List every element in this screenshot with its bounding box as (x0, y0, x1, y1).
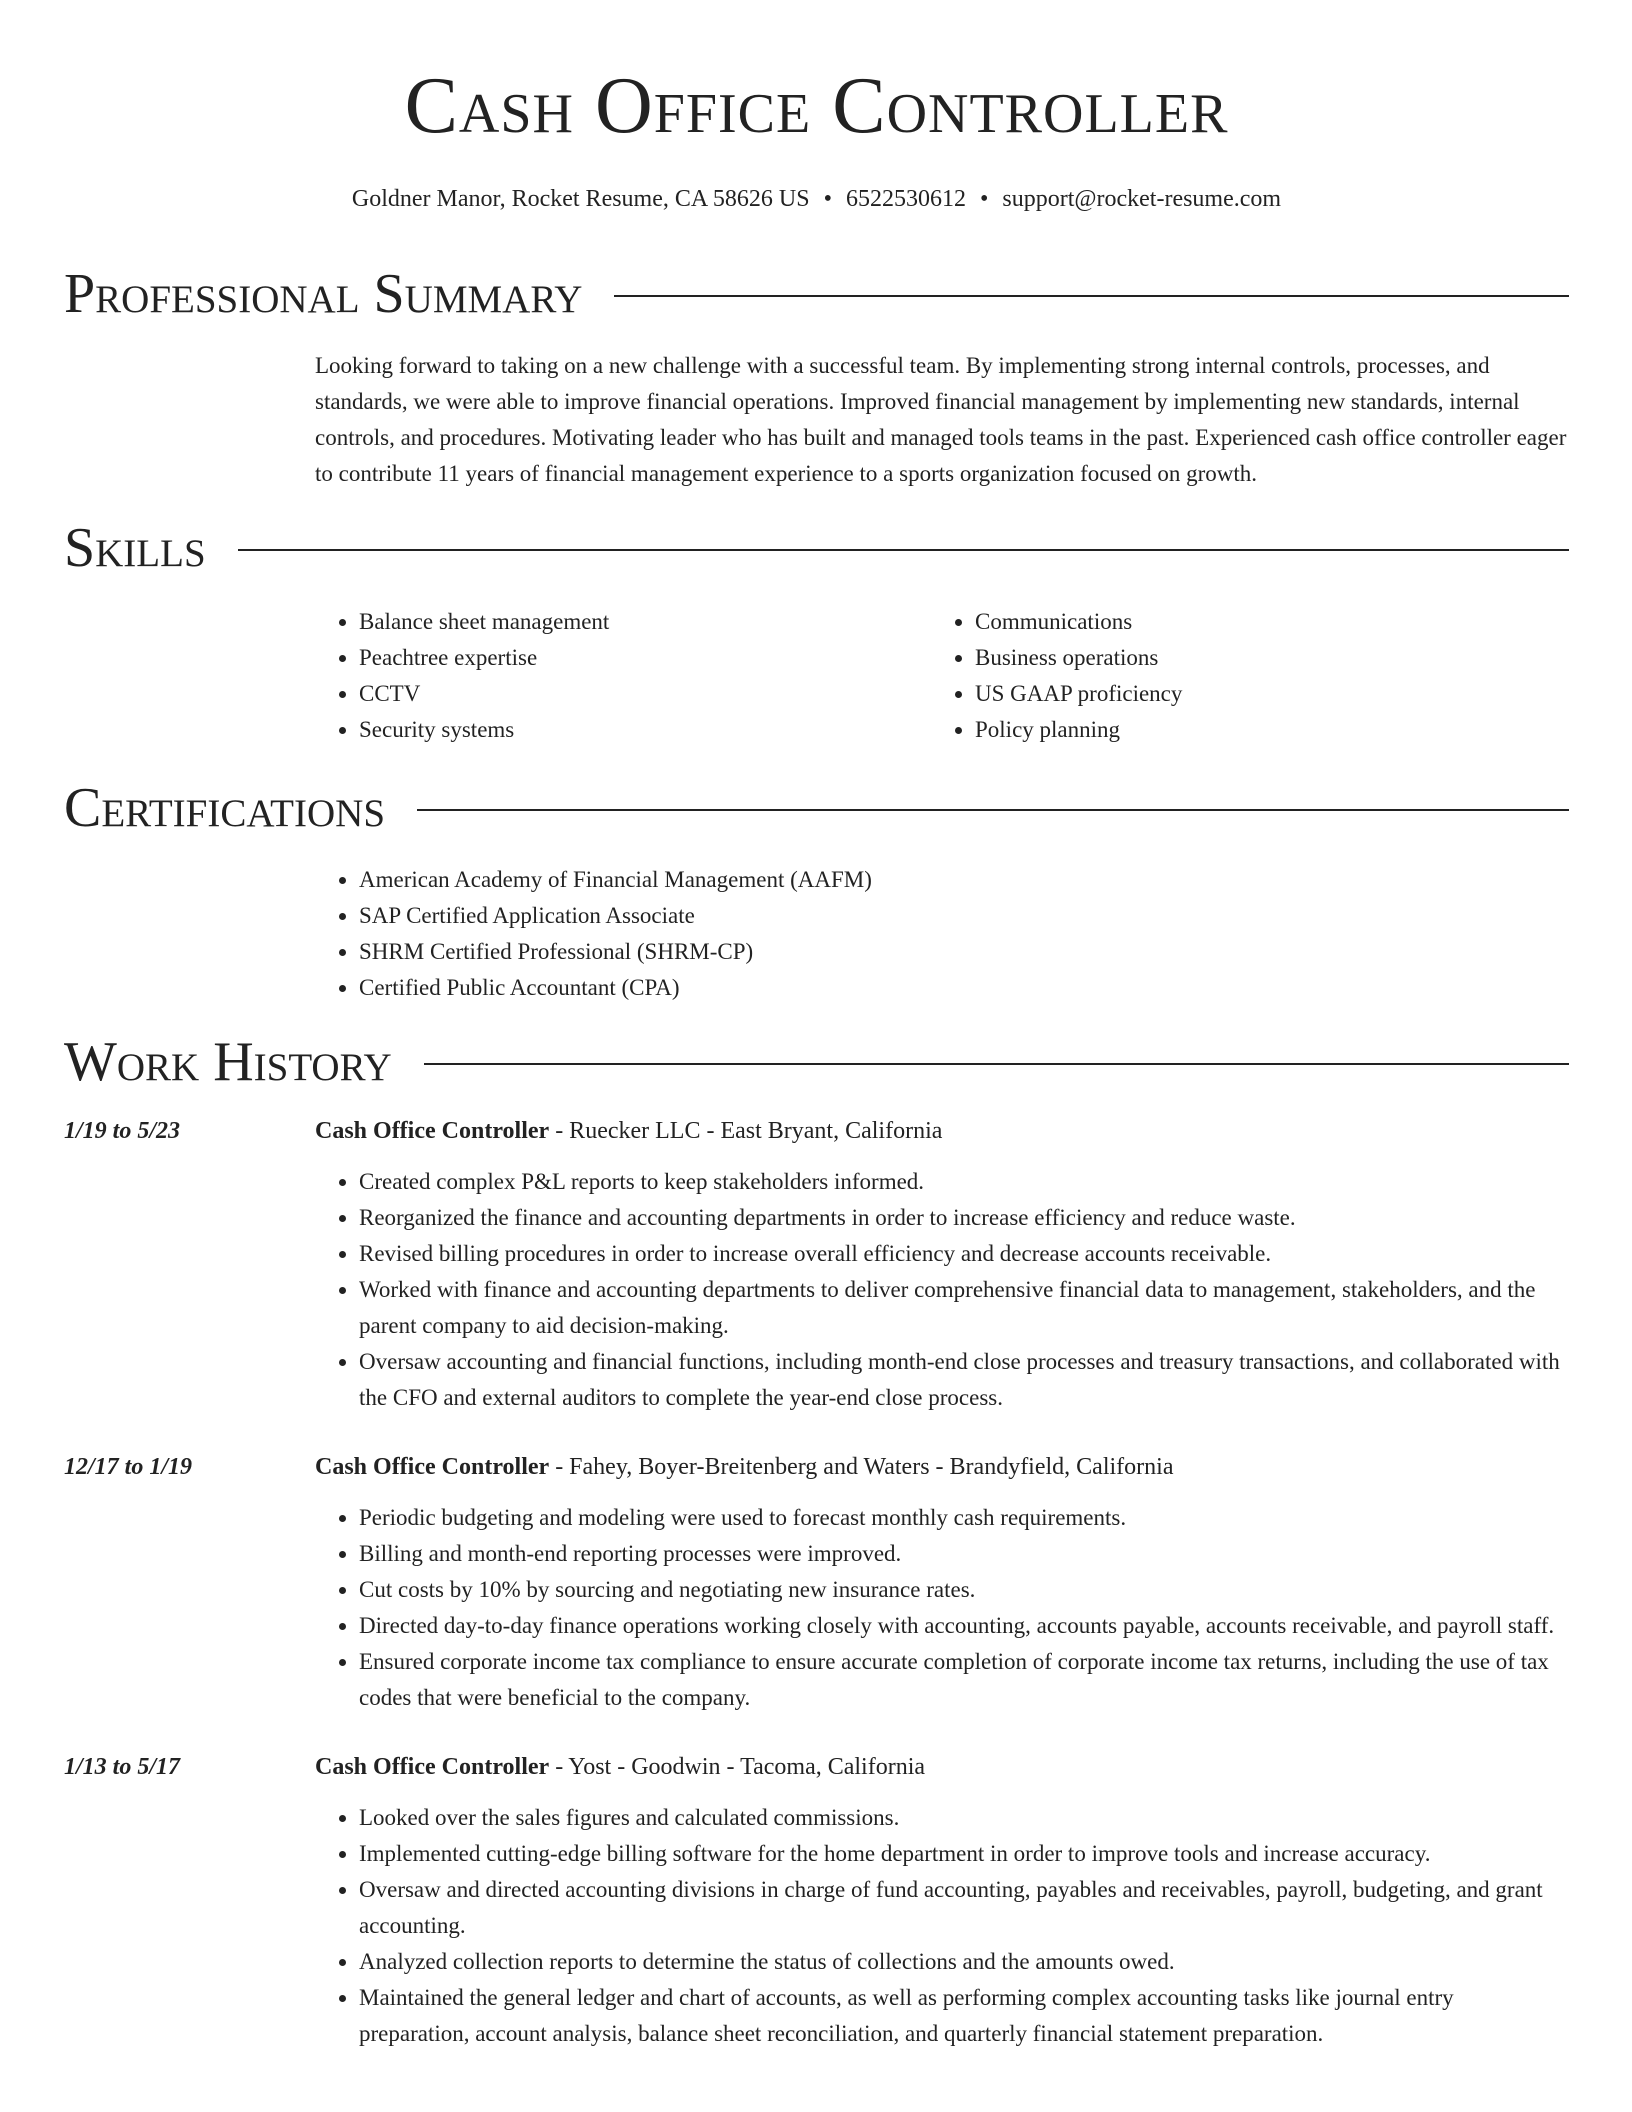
contact-separator: • (823, 186, 832, 212)
work-history-section-header (64, 1030, 1569, 1094)
contact-separator: • (979, 186, 989, 212)
job-entry (64, 1750, 1569, 2052)
skills-section-header (64, 516, 1569, 580)
section-divider (238, 549, 1569, 551)
work-history-heading: Work History (64, 1031, 392, 1093)
job-details (315, 1450, 1569, 1716)
contact-phone: 6522530612 (845, 186, 966, 212)
job-bullet: • Implemented cutting-edge billing software for the home department in order to improve tools and increase accuracy. (359, 1836, 1569, 1872)
job-title-line (315, 1114, 1569, 1148)
skill-item: • Balance sheet management (359, 604, 931, 640)
job-details (315, 1114, 1569, 1416)
certifications-list (315, 862, 1569, 1006)
job-employer: - Yost - Goodwin - Tacoma, California (549, 1754, 926, 1780)
job-entry (64, 1114, 1569, 1416)
job-bullet: • Looked over the sales figures and calculated commissions. (359, 1800, 1569, 1836)
contact-line (64, 184, 1569, 214)
skill-item: • Peachtree expertise (359, 640, 931, 676)
job-employer: - Fahey, Boyer-Breitenberg and Waters - Brandyfield, California (549, 1454, 1174, 1480)
job-bullets (315, 1800, 1569, 2052)
job-dates: 12/17 to 1/19 (64, 1454, 193, 1480)
job-title: Cash Office Controller (315, 1754, 550, 1780)
job-bullet: • Periodic budgeting and modeling were used to forecast monthly cash requirements. (359, 1500, 1569, 1536)
certifications-heading: Certifications (64, 777, 386, 839)
contact-address: Goldner Manor, Rocket Resume, CA 58626 US (351, 186, 810, 212)
skills-list (315, 604, 1569, 748)
job-details (315, 1750, 1569, 2052)
certification-item: • Certified Public Accountant (CPA) (359, 970, 1569, 1006)
job-dates: 1/19 to 5/23 (64, 1118, 181, 1144)
summary-heading: Professional Summary (64, 263, 583, 325)
job-bullet: • Worked with finance and accounting departments to deliver comprehensive financial data to management, stakeholders, and the parent company to aid decision-making. (359, 1272, 1569, 1344)
job-title-line (315, 1750, 1569, 1784)
job-bullet: • Oversaw and directed accounting divisions in charge of fund accounting, payables and receivables, payroll, budgeting, and grant accounting. (359, 1872, 1569, 1944)
job-bullet: • Maintained the general ledger and chart of accounts, as well as performing complex accounting tasks like journal entry preparation, account analysis, balance sheet reconciliation, and quarterly financial statement preparation. (359, 1980, 1569, 2052)
skills-column-right (931, 604, 1182, 748)
skills-column-left (315, 604, 931, 748)
job-employer: - Ruecker LLC - East Bryant, California (549, 1118, 943, 1144)
skill-item: • Business operations (975, 640, 1182, 676)
skill-item: • Communications (975, 604, 1182, 640)
summary-text: Looking forward to taking on a new challenge with a successful team. By implementing strong internal controls, processes, and standards, we were able to improve financial operations. Improved financial management by implementing new standards, internal controls, and procedures. Motivating leader who has built and managed tools teams in the past. Experienced cash office controller eager to contribute 11 years of financial management experience to a sports organization focused on growth. (315, 353, 1567, 486)
skill-item: • CCTV (359, 676, 931, 712)
job-bullets (315, 1500, 1569, 1716)
skill-item: • Policy planning (975, 712, 1182, 748)
certification-item: • SHRM Certified Professional (SHRM-CP) (359, 934, 1569, 970)
job-bullet: • Analyzed collection reports to determine the status of collections and the amounts owed. (359, 1944, 1569, 1980)
section-divider (417, 809, 1569, 811)
skill-item: • US GAAP proficiency (975, 676, 1182, 712)
job-bullet: • Directed day-to-day finance operations working closely with accounting, accounts payable, accounts receivable, and payroll staff. (359, 1608, 1569, 1644)
certifications-section-header (64, 776, 1569, 840)
summary-section-header (64, 262, 1569, 326)
job-title-line (315, 1450, 1569, 1484)
job-bullet: • Ensured corporate income tax compliance to ensure accurate completion of corporate income tax returns, including the use of tax codes that were beneficial to the company. (359, 1644, 1569, 1716)
candidate-title: Cash Office Controller (404, 62, 1229, 150)
job-title: Cash Office Controller (315, 1454, 550, 1480)
skill-item: • Security systems (359, 712, 931, 748)
job-bullet: • Revised billing procedures in order to increase overall efficiency and decrease accounts receivable. (359, 1236, 1569, 1272)
certification-item: • SAP Certified Application Associate (359, 898, 1569, 934)
job-bullet: • Reorganized the finance and accounting departments in order to increase efficiency and reduce waste. (359, 1200, 1569, 1236)
job-bullet: • Oversaw accounting and financial functions, including month-end close processes and treasury transactions, and collaborated with the CFO and external auditors to complete the year-end close process. (359, 1344, 1569, 1416)
job-bullets (315, 1164, 1569, 1416)
job-bullet: • Created complex P&L reports to keep stakeholders informed. (359, 1164, 1569, 1200)
section-divider (424, 1063, 1569, 1065)
certification-item: • American Academy of Financial Management (AAFM) (359, 862, 1569, 898)
skills-heading: Skills (64, 517, 206, 579)
job-bullet: • Cut costs by 10% by sourcing and negotiating new insurance rates. (359, 1572, 1569, 1608)
job-dates: 1/13 to 5/17 (64, 1754, 181, 1780)
section-divider (614, 295, 1569, 297)
job-bullet: • Billing and month-end reporting processes were improved. (359, 1536, 1569, 1572)
job-entry (64, 1450, 1569, 1716)
contact-email: support@rocket-resume.com (1002, 186, 1282, 212)
job-title: Cash Office Controller (315, 1118, 550, 1144)
